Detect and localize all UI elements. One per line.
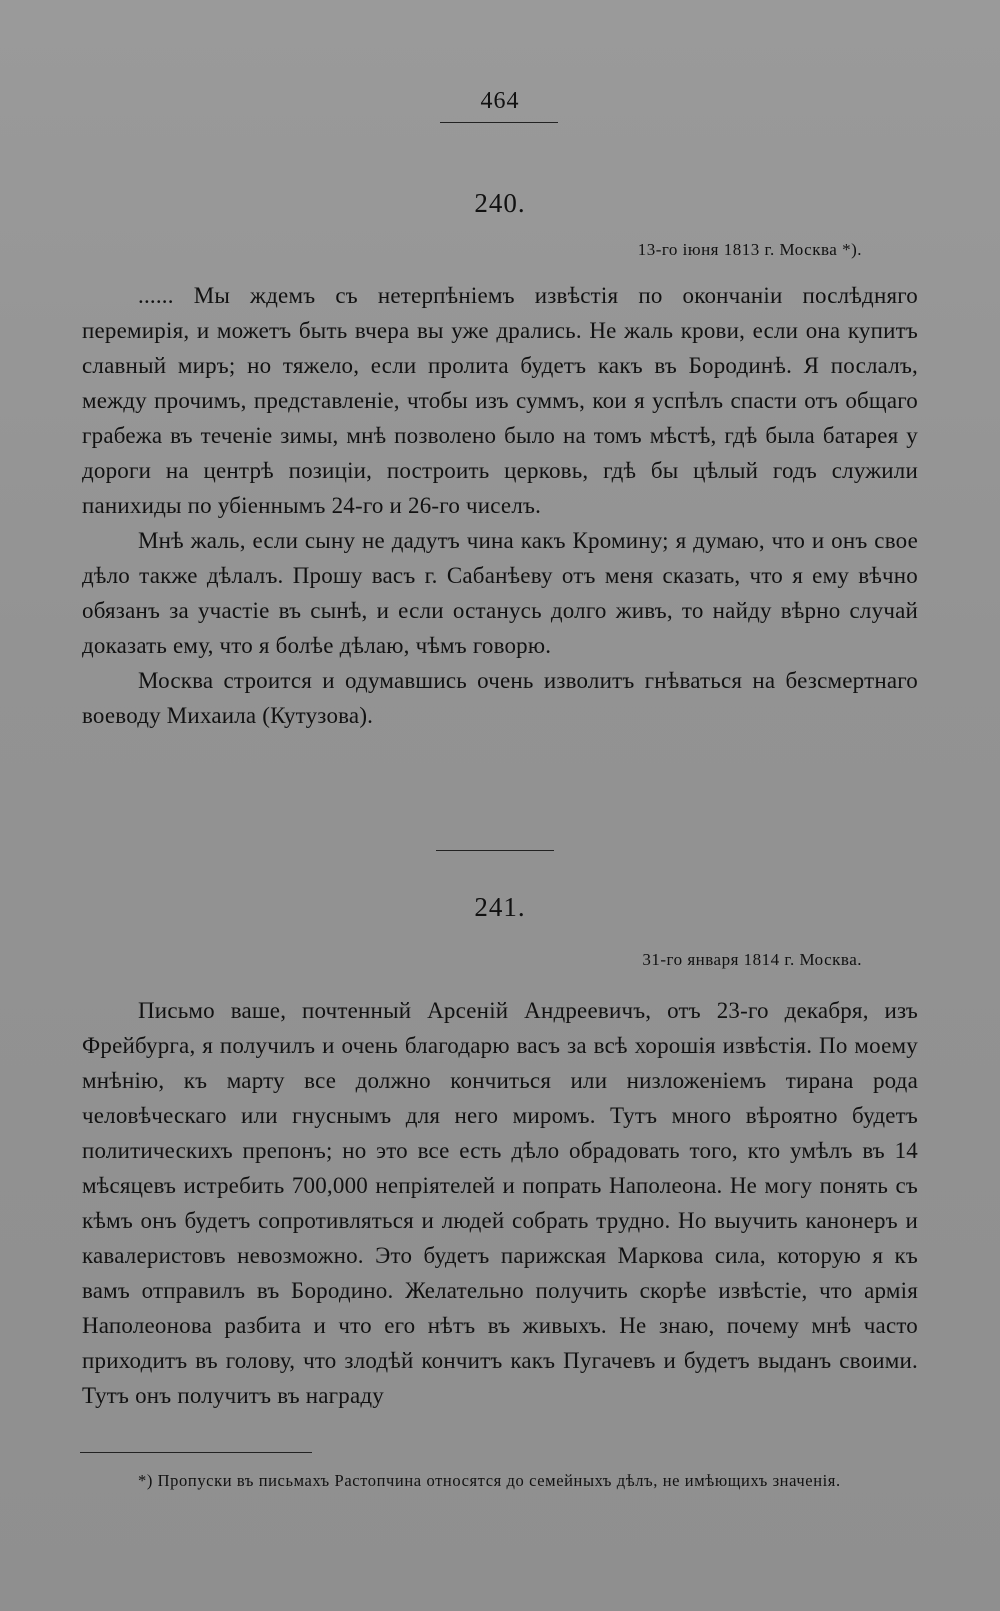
section-divider (436, 850, 554, 851)
letter-dateline-241: 31-го января 1814 г. Москва. (642, 950, 862, 969)
footnote-rule (80, 1452, 312, 1453)
paragraph: Мнѣ жаль, если сыну не дадутъ чина какъ Кромину; я думаю, что и онъ свое дѣло также дѣлалъ. Прошу васъ г. Сабанѣеву отъ меня сказать, что я ему вѣчно обязанъ за участіе въ сынѣ, и если останусь долго живъ, то найду вѣрно случай доказать ему, что я болѣе дѣлаю, чѣмъ говорю. (82, 528, 918, 658)
header-rule (440, 122, 558, 123)
paragraph: Москва строится и одумавшись очень изволитъ гнѣваться на безсмертнаго воеводу Михаила (Кутузова). (82, 668, 918, 728)
letter-dateline-240: 13-го іюня 1813 г. Москва *). (637, 240, 862, 259)
paragraph: Письмо ваше, почтенный Арсеній Андреевичъ, отъ 23-го декабря, изъ Фрейбурга, я получилъ и очень благодарю васъ за всѣ хорошія извѣстія. По моему мнѣнію, къ марту все должно кончиться или низложеніемъ тирана рода человѣческаго или гнуснымъ для него миромъ. Тутъ много вѣроятно будетъ политическихъ препонъ; но это все есть дѣло обрадовать того, кто умѣлъ въ 14 мѣсяцевъ истребить 700,000 непріятелей и попрать Наполеона. Не могу понять съ кѣмъ онъ будетъ сопротивляться и людей собрать трудно. Но выучить канонеръ и кавалеристовъ невозможно. Это будетъ парижская Маркова сила, которую я къ вамъ отправилъ въ Бородино. Желательно получить скорѣе извѣстіе, что армія Наполеонова разбита и что его нѣтъ въ живыхъ. Не знаю, почему мнѣ часто приходитъ въ голову, что злодѣй кончитъ какъ Пугачевъ и будетъ выданъ своими. Тутъ онъ получитъ въ награду (82, 998, 918, 1408)
paragraph: ...... Мы ждемъ съ нетерпѣніемъ извѣстія по окончаніи послѣдняго перемирія, и можетъ быть вчера вы уже дрались. Не жаль крови, если она купитъ славный миръ; но тяжело, если пролита будетъ какъ въ Бородинѣ. Я послалъ, между прочимъ, представленіе, чтобы изъ суммъ, кои я успѣлъ спасти отъ общаго грабежа въ теченіе зимы, мнѣ позволено было на томъ мѣстѣ, гдѣ была батарея у дороги на центрѣ позиціи, построить церковь, гдѣ бы цѣлый годъ служили панихиды по убіеннымъ 24-го и 26-го чиселъ. (82, 283, 918, 518)
letter-body-241 (82, 993, 918, 1413)
footnote-text: *) Пропуски въ письмахъ Растопчина относятся до семейныхъ дѣлъ, не имѣющихъ значенія. (138, 1471, 841, 1490)
footnote (82, 1468, 918, 1494)
letter-number-241: 241. (474, 892, 526, 922)
letter-body-240 (82, 278, 918, 733)
page-number: 464 (480, 88, 520, 114)
letter-number-240: 240. (474, 188, 526, 218)
